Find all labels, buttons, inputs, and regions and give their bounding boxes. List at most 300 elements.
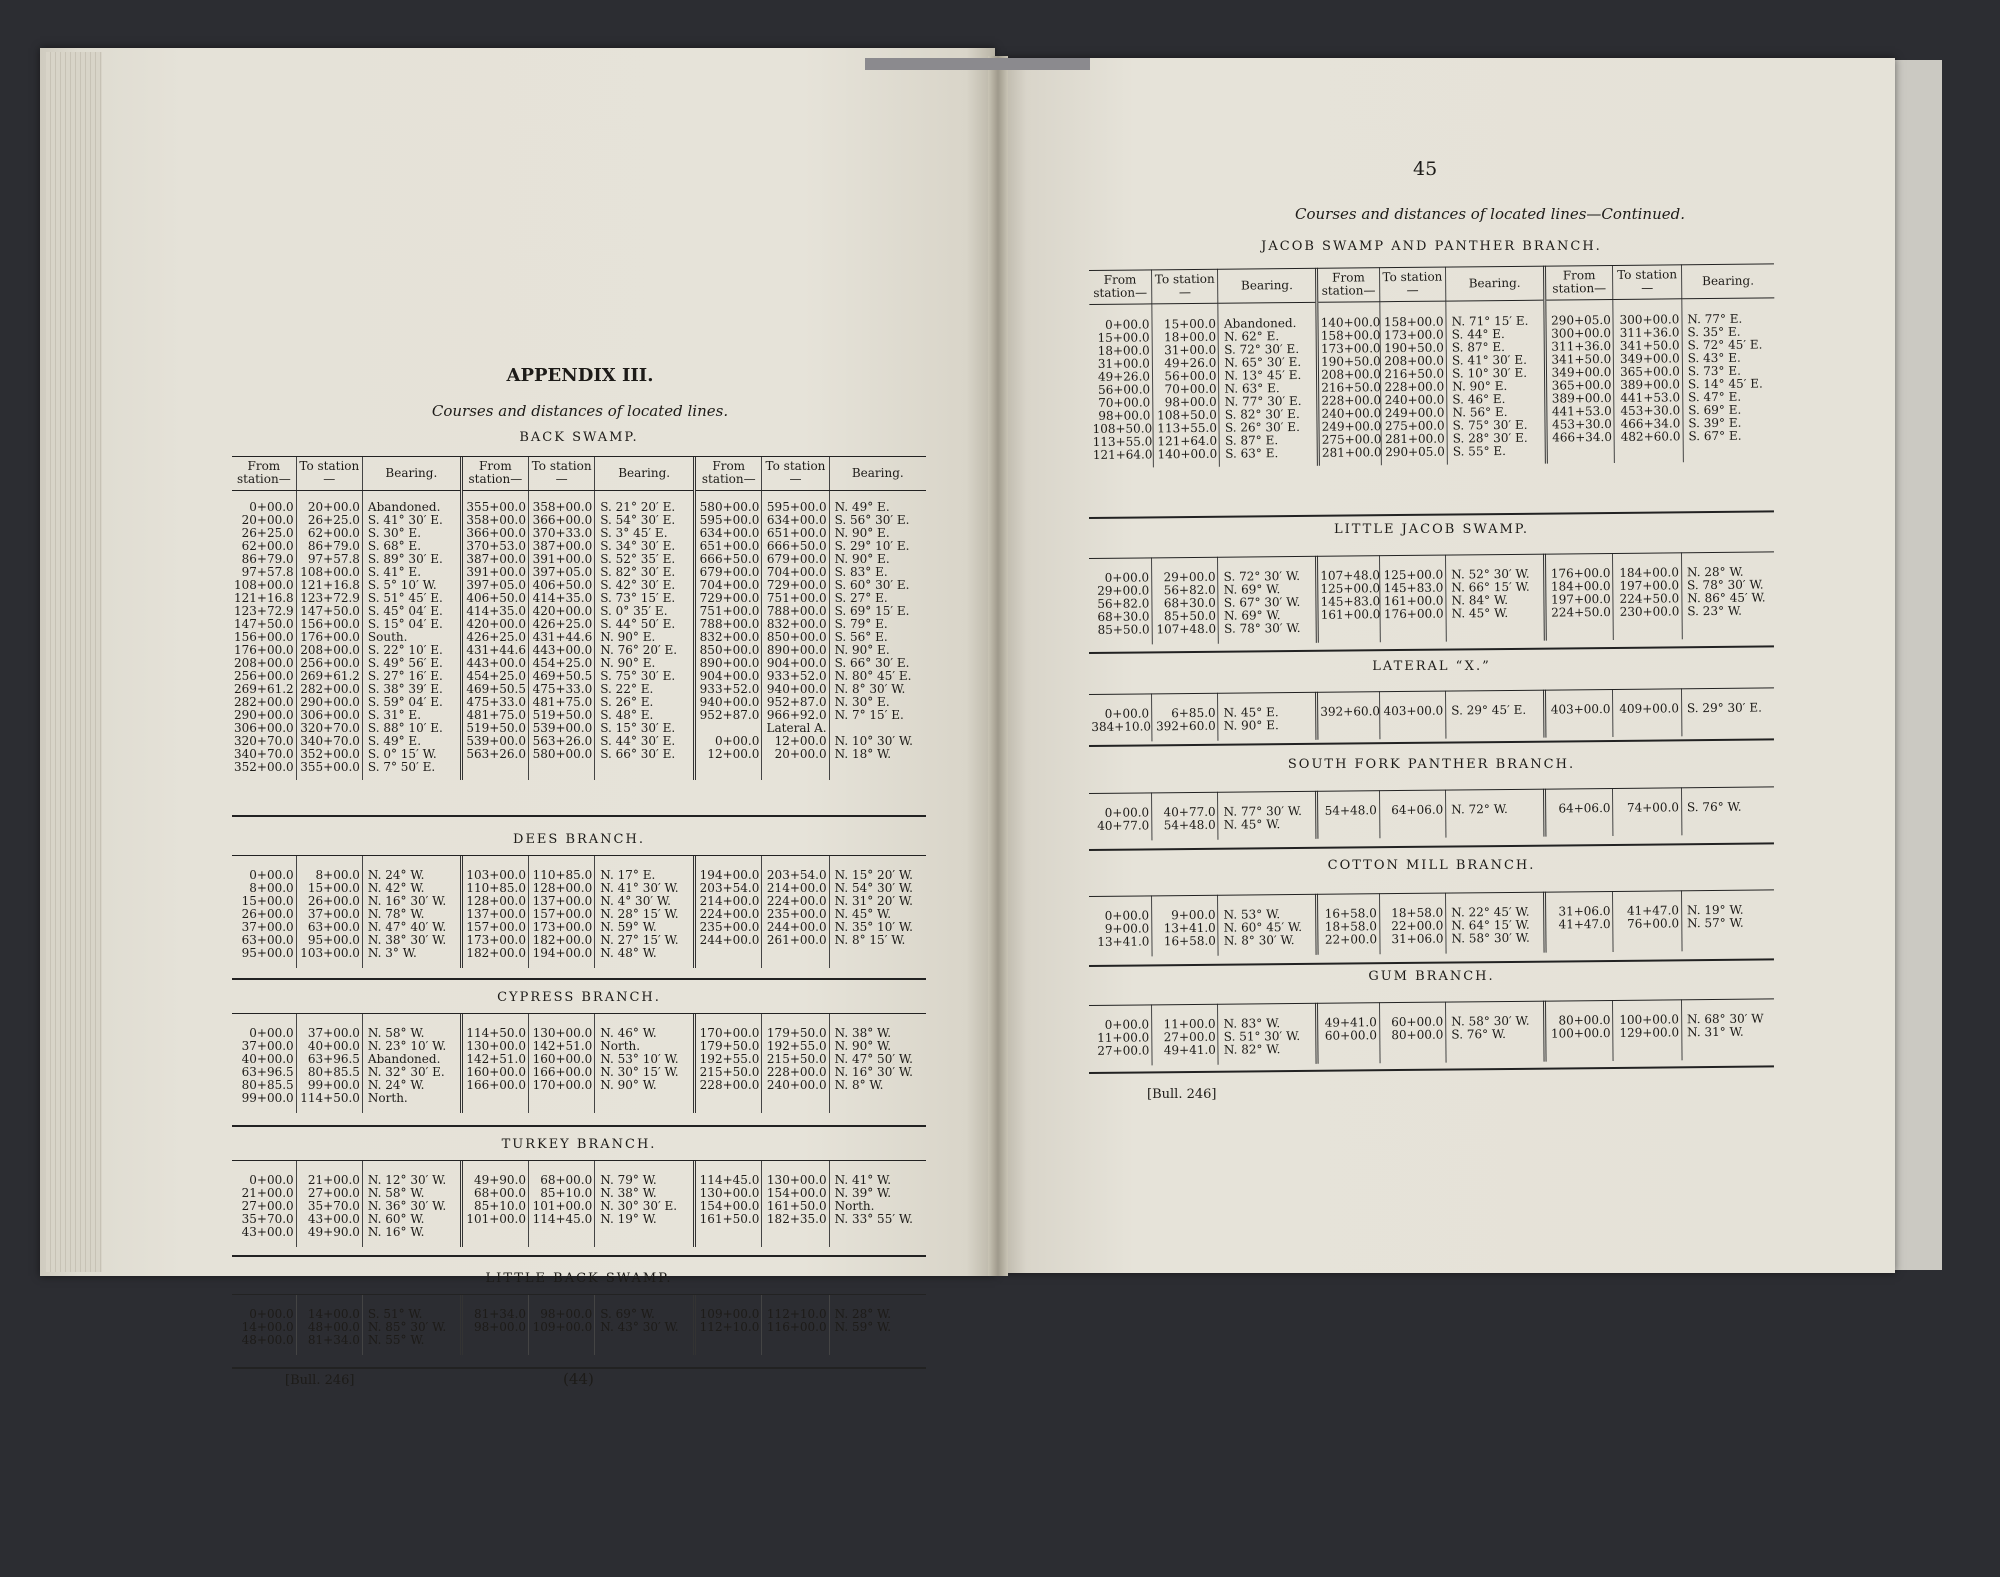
table-cell: 214+00.0 — [699, 894, 760, 908]
table-cell: N. 32° 30′ E. — [367, 1065, 445, 1079]
column-bearing-values — [595, 855, 695, 968]
table-cell: 121+64.0 — [1157, 433, 1218, 449]
table-cell: 215+50.0 — [766, 1052, 827, 1066]
table-cell: S. 15° 30′ E. — [600, 721, 676, 735]
table-cell: 224+00.0 — [699, 907, 760, 921]
section-title: CYPRESS BRANCH. — [497, 990, 661, 1005]
table-cell: 431+44.6 — [532, 630, 593, 644]
table-cell: North. — [367, 1091, 408, 1105]
table-cell: S. 78° 30′ W. — [1224, 620, 1301, 636]
course-table — [1089, 687, 1774, 742]
section-title: BACK SWAMP. — [519, 430, 639, 445]
table-cell: 101+00.0 — [532, 1199, 593, 1213]
appendix-title: APPENDIX III. — [506, 365, 654, 386]
table-cell: 27+00.0 — [241, 1199, 294, 1213]
table-cell: 244+00.0 — [766, 920, 827, 934]
table-cell: 403+00.0 — [1550, 701, 1611, 717]
column-to-values — [762, 855, 829, 968]
table-cell: 256+00.0 — [234, 669, 294, 683]
table-cell: Abandoned. — [367, 500, 441, 514]
table-cell: 160+00.0 — [532, 1052, 593, 1066]
table-cell: 0+00.0 — [249, 500, 294, 514]
table-cell: N. 31° 20′ W. — [834, 894, 913, 908]
column-from-values — [1317, 1002, 1380, 1064]
table-cell: 140+00.0 — [1320, 315, 1381, 330]
page-stack-edges — [46, 52, 102, 1272]
table-cell: 170+00.0 — [699, 1026, 760, 1040]
table-cell: 729+00.0 — [766, 578, 827, 592]
table-cell: N. 8° 15′ W. — [834, 933, 906, 947]
column-from-values — [1317, 691, 1380, 740]
table-cell: 240+00.0 — [1384, 392, 1445, 408]
table-cell: 306+00.0 — [234, 721, 294, 735]
table-cell: N. 47° 50′ W. — [834, 1052, 913, 1066]
table-cell: 414+35.0 — [466, 604, 527, 618]
column-from-values — [1545, 299, 1615, 463]
table-bottom-rule — [232, 815, 926, 817]
table-cell: 107+48.0 — [1156, 621, 1217, 637]
table-cell: 306+00.0 — [300, 708, 360, 722]
column-to-values — [1613, 688, 1682, 737]
table-cell: 22+00.0 — [1324, 932, 1378, 947]
table-cell: 40+00.0 — [307, 1039, 360, 1053]
column-to-values — [1613, 299, 1683, 463]
table-cell: 60+00.0 — [1391, 1014, 1444, 1030]
table-cell: 154+00.0 — [699, 1199, 760, 1213]
table-cell: S. 46° E. — [1452, 392, 1506, 407]
table-cell: S. 28° 30′ E. — [1452, 430, 1528, 446]
column-bearing-values — [1218, 1003, 1317, 1065]
table-cell: N. 79° W. — [600, 1173, 657, 1187]
table-cell: 63+96.5 — [241, 1065, 294, 1079]
table-cell: 224+00.0 — [766, 894, 827, 908]
table-cell: 370+53.0 — [466, 539, 527, 553]
table-cell: 112+10.0 — [766, 1307, 827, 1321]
table-cell: 595+00.0 — [766, 500, 827, 514]
table-cell: N. 60° W. — [367, 1212, 425, 1226]
table-cell: 580+00.0 — [532, 747, 593, 761]
table-cell: S. 87° E. — [1451, 340, 1506, 355]
table-cell: 176+00.0 — [300, 630, 360, 644]
table-cell: 142+51.0 — [466, 1052, 527, 1066]
column-to-values — [1379, 555, 1446, 643]
table-cell: S. 27° E. — [834, 591, 888, 605]
table-cell: 29+00.0 — [1163, 569, 1216, 585]
table-cell: 166+00.0 — [466, 1078, 527, 1092]
column-header-from: From station— — [1089, 269, 1152, 304]
table-bottom-rule — [232, 1255, 926, 1257]
table-cell: 539+00.0 — [466, 734, 527, 748]
table-cell: N. 45° E. — [1223, 705, 1279, 720]
table-cell: 41+47.0 — [1626, 903, 1680, 918]
table-cell: 108+00.0 — [234, 578, 294, 592]
column-bearing-values — [362, 855, 461, 968]
table-cell: 341+50.0 — [1619, 338, 1680, 353]
table-cell: 109+00.0 — [699, 1307, 760, 1321]
table-cell: 35+70.0 — [241, 1212, 294, 1226]
column-bearing-values — [595, 1013, 695, 1113]
column-to-values — [529, 1294, 595, 1355]
table-cell: N. 90° E. — [1223, 718, 1279, 733]
table-cell: 340+70.0 — [300, 734, 360, 748]
table-cell: 137+00.0 — [466, 907, 527, 921]
table-cell: 85+50.0 — [1163, 608, 1217, 624]
table-cell: N. 63° E. — [1224, 381, 1280, 396]
table-cell: S. 44° E. — [1451, 327, 1505, 342]
table-cell: 16+58.0 — [1163, 933, 1216, 949]
table-cell: S. 26° 30′ E. — [1224, 419, 1300, 435]
table-cell: 475+33.0 — [466, 695, 527, 709]
table-cell: N. 24° W. — [367, 868, 425, 882]
table-cell: S. 30° E. — [367, 526, 422, 540]
table-cell: 8+00.0 — [249, 881, 294, 895]
table-cell: 850+00.0 — [766, 630, 827, 644]
table-cell: 384+10.0 — [1091, 719, 1152, 734]
table-cell: 358+00.0 — [466, 513, 527, 527]
column-to-values — [296, 491, 362, 781]
column-bearing-values — [1446, 300, 1546, 464]
column-from-values — [232, 1294, 296, 1355]
table-cell: N. 47° 40′ W. — [367, 920, 447, 934]
table-cell: 156+00.0 — [234, 630, 294, 644]
table-cell: 114+45.0 — [699, 1173, 760, 1187]
table-cell: 208+00.0 — [1384, 353, 1445, 369]
table-cell: 121+16.8 — [234, 591, 294, 605]
table-cell: 26+25.0 — [307, 513, 360, 527]
section-title: GUM BRANCH. — [1368, 969, 1495, 984]
table-cell: N. 84° W. — [1451, 592, 1509, 608]
column-bearing-values — [595, 491, 695, 781]
binding-tape — [865, 58, 1090, 70]
table-cell: 98+00.0 — [1164, 394, 1217, 410]
table-cell: 6+85.0 — [1171, 705, 1216, 721]
table-cell: 176+00.0 — [234, 643, 294, 657]
table-cell: 420+00.0 — [532, 604, 593, 618]
table-cell: N. 27° 15′ W. — [600, 933, 679, 947]
table-cell: 161+50.0 — [699, 1212, 760, 1226]
column-from-values — [232, 491, 296, 781]
table-cell: S. 39° E. — [1688, 415, 1742, 431]
table-cell: 147+50.0 — [300, 604, 360, 618]
table-cell: 27+00.0 — [307, 1186, 360, 1200]
table-cell: N. 53° 10′ W. — [600, 1052, 679, 1066]
table-cell: N. 69° W. — [1223, 582, 1281, 597]
column-header-from: From station— — [461, 456, 528, 491]
table-cell: 182+00.0 — [532, 933, 593, 947]
column-from-values — [232, 1013, 296, 1113]
table-cell: 128+00.0 — [532, 881, 593, 895]
table-cell: 63+96.5 — [307, 1052, 360, 1066]
table-cell: S. 51° 30′ W. — [1223, 1028, 1301, 1044]
column-bearing-values — [1681, 786, 1774, 835]
table-cell: 26+00.0 — [307, 894, 360, 908]
course-table — [232, 1294, 926, 1355]
table-cell: 123+72.9 — [300, 591, 360, 605]
table-cell: 40+77.0 — [1163, 804, 1216, 820]
column-bearing-values — [1446, 789, 1545, 838]
table-cell: 261+00.0 — [766, 933, 827, 947]
table-cell: S. 79° E. — [834, 617, 888, 631]
table-cell: 86+79.0 — [241, 552, 294, 566]
table-cell: S. 89° 30′ E. — [367, 552, 443, 566]
table-cell: 18+00.0 — [1097, 343, 1150, 358]
table-cell: 56+00.0 — [1164, 368, 1217, 384]
table-cell: N. 85° 30′ W. — [367, 1320, 447, 1334]
table-cell: Abandoned. — [1223, 316, 1297, 331]
table-cell: 130+00.0 — [699, 1186, 760, 1200]
table-cell: N. 8° 30′ W. — [1223, 933, 1295, 948]
table-cell: 281+00.0 — [1384, 431, 1445, 447]
column-bearing-values — [1681, 889, 1774, 951]
table-cell: 11+00.0 — [1097, 1030, 1150, 1045]
column-to-values — [1379, 691, 1446, 740]
table-cell: 80+85.5 — [241, 1078, 294, 1092]
column-to-values — [1151, 792, 1218, 841]
table-cell: 37+00.0 — [241, 1039, 294, 1053]
table-cell: 37+00.0 — [307, 907, 360, 921]
table-cell: S. 87° E. — [1225, 433, 1279, 448]
table-cell: 704+00.0 — [766, 565, 827, 579]
table-cell: 12+00.0 — [707, 747, 760, 761]
left-subtitle: Courses and distances of located lines. — [431, 402, 729, 420]
column-bearing-values — [362, 1013, 461, 1113]
table-cell: S. 69° E. — [1688, 402, 1742, 418]
column-to-values — [1613, 890, 1682, 952]
table-cell: 62+00.0 — [241, 539, 294, 553]
table-cell: 269+61.2 — [234, 682, 294, 696]
column-to-values — [762, 1160, 829, 1247]
table-cell: 130+00.0 — [532, 1026, 593, 1040]
table-cell: 366+00.0 — [466, 526, 527, 540]
table-cell: N. 90° E. — [834, 526, 890, 540]
table-cell: N. 56° E. — [1452, 404, 1508, 420]
table-cell: S. 7° 50′ E. — [367, 760, 436, 774]
table-cell: S. 22° 10′ E. — [367, 643, 443, 657]
table-cell: 121+64.0 — [1092, 447, 1153, 462]
table-cell: 49+41.0 — [1324, 1015, 1377, 1030]
table-cell: N. 45° W. — [1223, 817, 1281, 832]
column-from-values — [1317, 790, 1380, 839]
section-title: LITTLE BACK SWAMP. — [485, 1271, 673, 1286]
table-cell: 634+00.0 — [766, 513, 827, 527]
table-cell: 173+00.0 — [1320, 341, 1381, 356]
table-cell: 269+61.2 — [300, 669, 360, 683]
table-cell: S. 44° 50′ E. — [600, 617, 676, 631]
table-cell: 97+57.8 — [307, 552, 360, 566]
table-cell: 114+50.0 — [466, 1026, 527, 1040]
column-to-values — [1379, 1002, 1446, 1064]
table-cell: 114+45.0 — [532, 1212, 593, 1226]
table-cell: N. 58° W. — [367, 1026, 425, 1040]
table-bottom-rule — [232, 1367, 926, 1369]
course-table — [232, 456, 926, 780]
table-cell: 349+00.0 — [1551, 364, 1612, 380]
table-cell: S. 22° E. — [600, 682, 654, 696]
section-title: LITTLE JACOB SWAMP. — [1333, 522, 1530, 537]
column-to-values — [762, 491, 829, 781]
table-cell: 228+00.0 — [1321, 393, 1382, 408]
course-table — [1089, 551, 1775, 645]
table-cell: 103+00.0 — [300, 946, 360, 960]
table-cell: S. 10° 30′ E. — [1452, 365, 1528, 381]
table-cell: 26+25.0 — [241, 526, 294, 540]
table-cell: 179+50.0 — [699, 1039, 760, 1053]
column-from-values — [461, 1013, 528, 1113]
column-bearing-values — [1682, 298, 1776, 462]
table-cell: N. 28° W. — [1686, 564, 1744, 580]
table-cell: 320+70.0 — [300, 721, 360, 735]
table-cell: N. 86° 45′ W. — [1687, 590, 1766, 606]
table-cell: S. 72° 45′ E. — [1687, 337, 1763, 353]
column-to-values — [1613, 552, 1682, 640]
table-cell: 68+30.0 — [1163, 595, 1216, 611]
table-cell: 116+00.0 — [766, 1320, 827, 1334]
table-cell: S. 5° 10′ W. — [367, 578, 437, 592]
table-cell: 197+00.0 — [1550, 591, 1611, 607]
column-from-values — [461, 1160, 528, 1247]
column-header-to: To station— — [1151, 269, 1218, 304]
table-cell: 173+00.0 — [532, 920, 593, 934]
table-cell: 904+00.0 — [766, 656, 827, 670]
table-cell: N. 38° 30′ W. — [367, 933, 447, 947]
section-title: COTTON MILL BRANCH. — [1327, 858, 1536, 873]
table-cell: 751+00.0 — [699, 604, 760, 618]
table-cell: S. 56° E. — [834, 630, 888, 644]
column-header-to: To station— — [1613, 264, 1682, 299]
column-to-values — [1379, 893, 1446, 955]
table-cell: 244+00.0 — [699, 933, 760, 947]
column-to-values — [1151, 693, 1218, 742]
table-cell: S. 45° 04′ E. — [367, 604, 443, 618]
table-cell: 228+00.0 — [699, 1078, 760, 1092]
column-bearing-values — [829, 1013, 926, 1113]
table-cell: 904+00.0 — [699, 669, 760, 683]
table-cell: S. 83° E. — [834, 565, 888, 579]
table-cell: 366+00.0 — [532, 513, 593, 527]
right-bulletin-mark: [Bull. 246] — [1147, 1087, 1217, 1102]
table-cell: North. — [600, 1039, 641, 1053]
table-cell: 192+55.0 — [699, 1052, 760, 1066]
table-cell: 208+00.0 — [300, 643, 360, 657]
table-cell: 952+87.0 — [766, 695, 827, 709]
table-cell: 160+00.0 — [466, 1065, 527, 1079]
table-cell: S. 49° E. — [367, 734, 422, 748]
table-cell: 539+00.0 — [532, 721, 593, 735]
table-cell: 275+00.0 — [1321, 432, 1382, 447]
table-cell: 145+83.0 — [1383, 580, 1444, 596]
column-to-values — [1613, 787, 1682, 836]
column-bearing-values — [362, 1294, 461, 1355]
column-header-to: To station— — [529, 456, 595, 491]
table-cell: N. 77° E. — [1687, 311, 1743, 327]
table-cell: 282+00.0 — [300, 682, 360, 696]
table-cell: 114+50.0 — [300, 1091, 360, 1105]
column-header-from: From station— — [232, 456, 296, 491]
table-cell: S. 67° E. — [1688, 428, 1742, 444]
table-cell: 392+60.0 — [1155, 718, 1216, 734]
table-cell: 214+00.0 — [766, 881, 827, 895]
table-cell: 192+55.0 — [766, 1039, 827, 1053]
column-bearing-values — [1681, 998, 1774, 1060]
table-cell: N. 4° 30′ W. — [600, 894, 671, 908]
table-cell: Lateral A. — [766, 721, 827, 735]
table-cell: 282+00.0 — [234, 695, 294, 709]
column-header-from: From station— — [695, 456, 762, 491]
table-cell: 365+00.0 — [1620, 364, 1680, 379]
column-from-values — [695, 1013, 762, 1113]
column-to-values — [1613, 999, 1682, 1061]
table-cell: N. 38° W. — [600, 1186, 657, 1200]
table-cell: 454+25.0 — [532, 656, 593, 670]
table-cell: 14+00.0 — [307, 1307, 360, 1321]
table-cell: N. 13° 45′ E. — [1224, 367, 1302, 383]
table-cell: 18+00.0 — [1163, 329, 1217, 345]
table-bottom-rule — [232, 978, 926, 980]
table-cell: 56+82.0 — [1163, 582, 1216, 598]
table-cell: 161+00.0 — [1320, 607, 1381, 622]
table-cell: S. 14° 45′ E. — [1687, 376, 1763, 392]
table-cell: 68+00.0 — [473, 1186, 527, 1200]
table-cell: 349+00.0 — [1619, 351, 1680, 366]
right-page-number: 45 — [1413, 158, 1438, 180]
table-cell: 391+00.0 — [532, 552, 593, 566]
table-cell: 355+00.0 — [300, 760, 360, 774]
table-cell: 166+00.0 — [532, 1065, 593, 1079]
table-cell: 37+00.0 — [307, 1026, 360, 1040]
table-cell: 43+00.0 — [241, 1225, 294, 1239]
column-header-to: To station— — [296, 456, 362, 491]
table-cell: 290+05.0 — [1385, 444, 1445, 460]
table-cell: 8+00.0 — [315, 868, 360, 882]
table-cell: N. 30° 30′ E. — [600, 1199, 678, 1213]
table-cell: 109+00.0 — [532, 1320, 593, 1334]
course-table — [1089, 889, 1775, 957]
table-cell: 97+57.8 — [241, 565, 294, 579]
column-header-bearing: Bearing. — [1681, 263, 1774, 298]
table-cell: 890+00.0 — [766, 643, 827, 657]
table-cell: 240+00.0 — [766, 1078, 827, 1092]
table-cell: 203+54.0 — [766, 868, 827, 882]
table-cell: 290+05.0 — [1551, 312, 1611, 328]
table-cell: 35+70.0 — [307, 1199, 360, 1213]
table-cell: 320+70.0 — [234, 734, 294, 748]
table-cell: 466+34.0 — [1620, 416, 1681, 431]
column-from-values — [461, 1294, 528, 1355]
table-cell: N. 8° W. — [834, 1078, 884, 1092]
table-cell: 420+00.0 — [466, 617, 527, 631]
column-to-values — [296, 1160, 362, 1247]
table-cell: 249+00.0 — [1321, 419, 1382, 434]
table-cell: 56+82.0 — [1097, 596, 1150, 611]
table-cell: N. 10° 30′ W. — [834, 734, 913, 748]
table-cell: 290+00.0 — [300, 695, 360, 709]
table-cell: 300+00.0 — [1619, 312, 1680, 327]
column-from-values — [1089, 1004, 1152, 1066]
column-bearing-values — [1681, 551, 1775, 639]
table-cell: 108+00.0 — [300, 565, 360, 579]
table-cell: 31+00.0 — [1164, 342, 1217, 358]
table-cell: 108+50.0 — [1092, 421, 1153, 436]
table-cell: 15+00.0 — [1163, 316, 1217, 332]
table-cell: S. 29° 30′ E. — [1686, 700, 1762, 716]
column-from-values — [695, 855, 762, 968]
table-cell: 595+00.0 — [699, 513, 760, 527]
column-from-values — [695, 1294, 762, 1355]
table-cell: N. 90° E. — [1452, 378, 1508, 394]
table-cell: S. 29° 10′ E. — [834, 539, 910, 553]
table-cell: 15+00.0 — [1097, 330, 1150, 345]
table-cell: 20+00.0 — [774, 747, 827, 761]
